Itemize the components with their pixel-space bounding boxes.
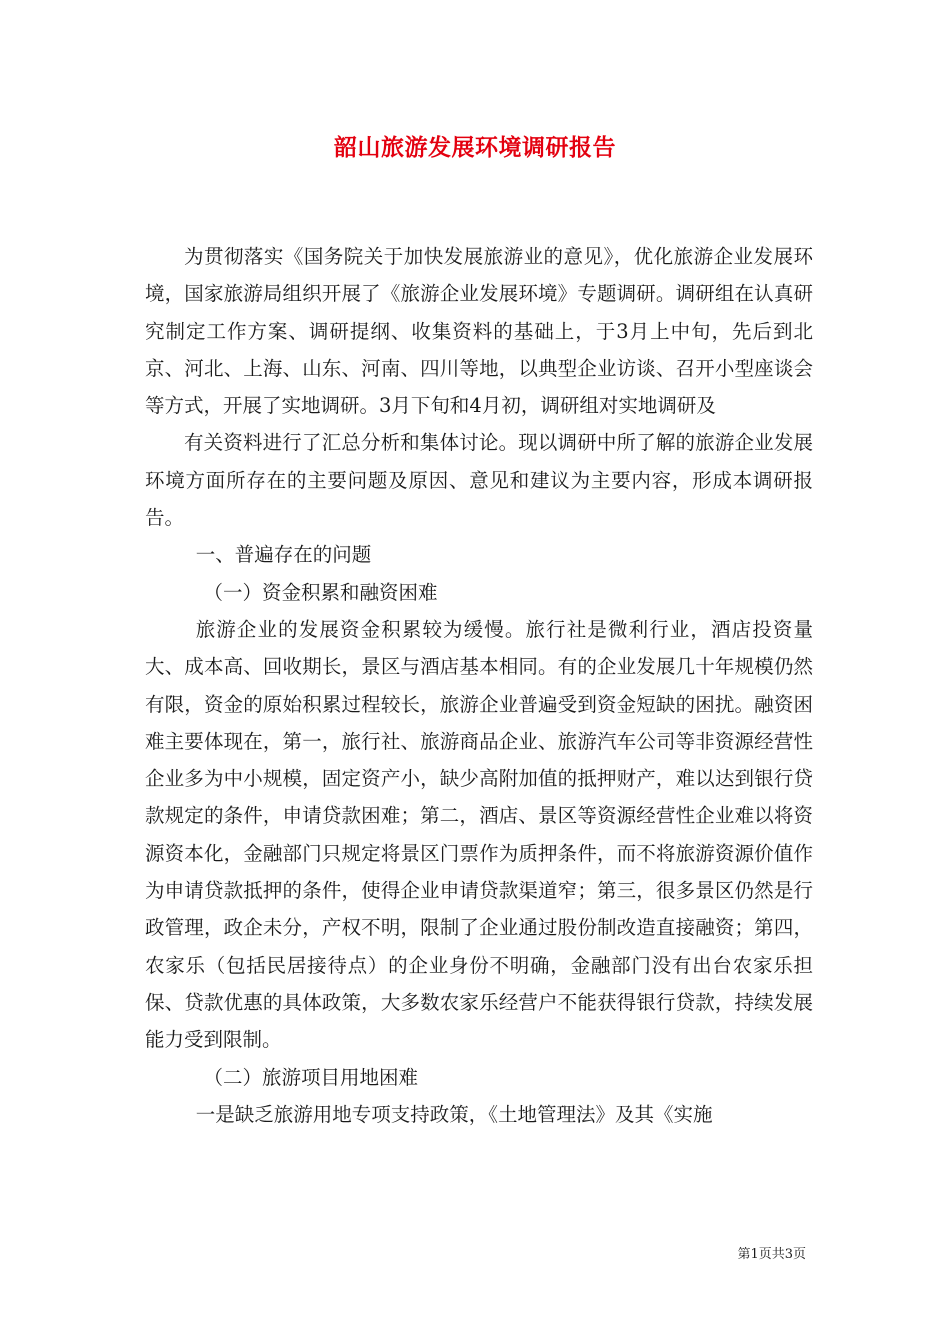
subsection-heading-funding: （一）资金积累和融资困难 <box>203 580 438 604</box>
paragraph-intro: 为贯彻落实《国务院关于加快发展旅游业的意见》，优化旅游企业发展环境，国家旅游局组织开展了《旅游企业发展环境》专题调研。调研组在认真研究制定工作方案、调研提纲、收集资料的基础上，于3月上中旬，先后到北京、河北、上海、山东、河南、四川等地，以典型企业访谈、召开小型座谈会等方式，开展了实地调研。3月下旬和4月初，调研组对实地调研及 <box>145 245 813 418</box>
page-number-footer: 第1页共3页 <box>737 1247 806 1262</box>
paragraph-land-use: 一是缺乏旅游用地专项支持政策，《土地管理法》及其《实施 <box>195 1102 713 1126</box>
paragraph-funding: 旅游企业的发展资金积累较为缓慢。旅行社是微利行业，酒店投资量大、成本高、回收期长，景区与酒店基本相同。有的企业发展几十年规模仍然有限，资金的原始积累过程较长，旅游企业普遍受到资金短缺的困扰。融资困难主要体现在，第一，旅行社、旅游商品企业、旅游汽车公司等非资源经营性企业多为中小规模，固定资产小，缺少高附加值的抵押财产，难以达到银行贷款规定的条件，申请贷款困难；第二，酒店、景区等资源经营性企业难以将资源资本化，金融部门只规定将景区门票作为质押条件，而不将旅游资源价值作为申请贷款抵押的条件，使得企业申请贷款渠道窄；第三，很多景区仍然是行政管理，政企未分，产权不明，限制了企业通过股份制改造直接融资；第四，农家乐（包括民居接待点）的企业身份不明确，金融部门没有出台农家乐担保、贷款优惠的具体政策，大多数农家乐经营户不能获得银行贷款，持续发展能力受到限制。 <box>145 617 813 1052</box>
subsection-heading-land-use: （二）旅游项目用地困难 <box>203 1065 419 1089</box>
document-title: 韶山旅游发展环境调研报告 <box>334 134 616 161</box>
paragraph-intro-continued: 有关资料进行了汇总分析和集体讨论。现以调研中所了解的旅游企业发展环境方面所存在的主要问题及原因、意见和建议为主要内容，形成本调研报告。 <box>145 431 813 530</box>
section-heading-common-problems: 一、普遍存在的问题 <box>195 543 372 567</box>
document-body <box>145 238 813 1133</box>
